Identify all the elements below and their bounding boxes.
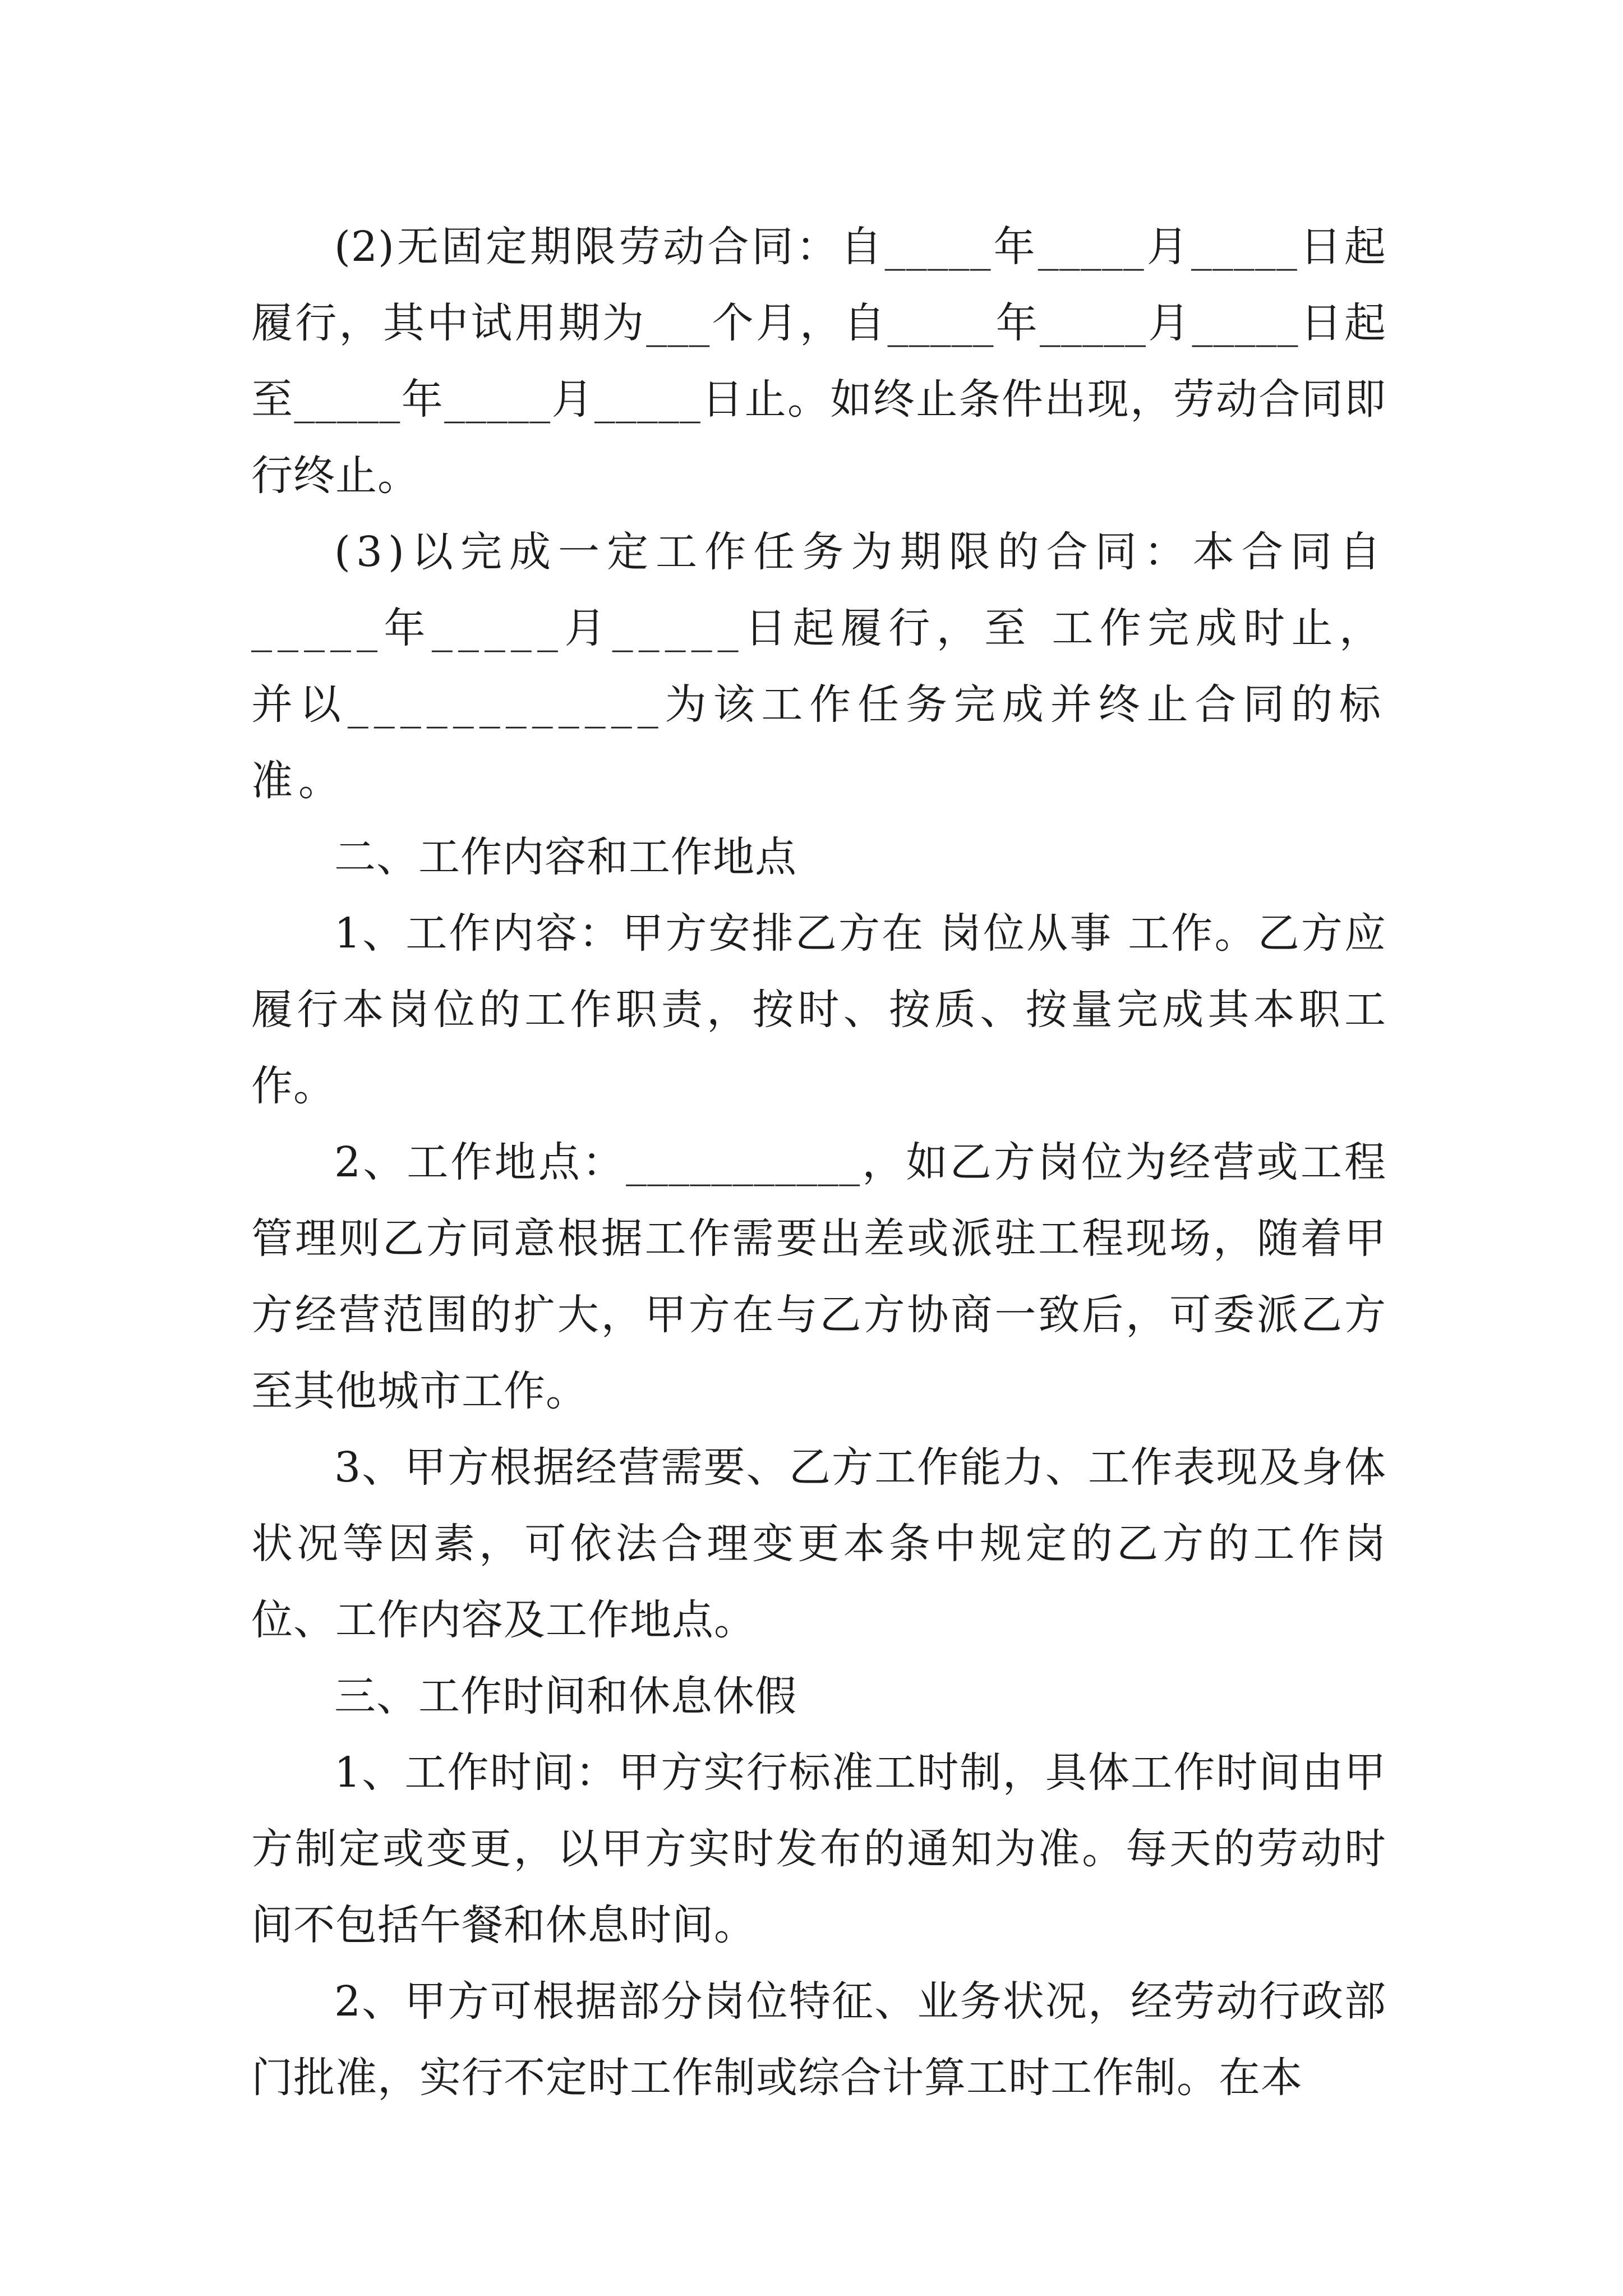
document-body (251, 209, 1386, 2116)
section-heading-work-hours-leave: 三、工作时间和休息休假 (334, 1672, 797, 1720)
paragraph-work-location: 2、工作地点：___________，如乙方岗位为经营或工程管理则乙方同意根据工作需要出差或派驻工程现场，随着甲方经营范围的扩大，甲方在与乙方协商一致后，可委派乙方至其他城市工作。 (251, 1138, 1386, 1415)
paragraph-position-change: 3、甲方根据经营需要、乙方工作能力、工作表现及身体状况等因素，可依法合理变更本条中规定的乙方的工作岗位、工作内容及工作地点。 (251, 1443, 1386, 1644)
paragraph-work-hours: 1、工作时间：甲方实行标准工时制，具体工作时间由甲方制定或变更，以甲方实时发布的通知为准。每天的劳动时间不包括午餐和休息时间。 (251, 1749, 1386, 1949)
paragraph-flexible-hours: 2、甲方可根据部分岗位特征、业务状况，经劳动行政部门批准，实行不定时工作制或综合计算工时工作制。在本 (251, 1977, 1386, 2102)
paragraph-work-content: 1、工作内容：甲方安排乙方在 岗位从事 工作。乙方应履行本岗位的工作职责，按时、按质、按量完成其本职工作。 (251, 909, 1386, 1110)
paragraph-task-based-contract: (3)以完成一定工作任务为期限的合同：本合同自_____年_____月_____日起履行，至 工作完成时止，并以____________为该工作任务完成并终止合同的标准。 (251, 528, 1386, 805)
section-heading-work-content-location: 二、工作内容和工作地点 (334, 833, 797, 881)
paragraph-indefinite-term-contract: (2)无固定期限劳动合同：自_____年_____月_____日起履行，其中试用期为___个月，自_____年_____月_____日起至_____年_____月_____日止。如终止条件出现，劳动合同即行终止。 (251, 223, 1386, 500)
